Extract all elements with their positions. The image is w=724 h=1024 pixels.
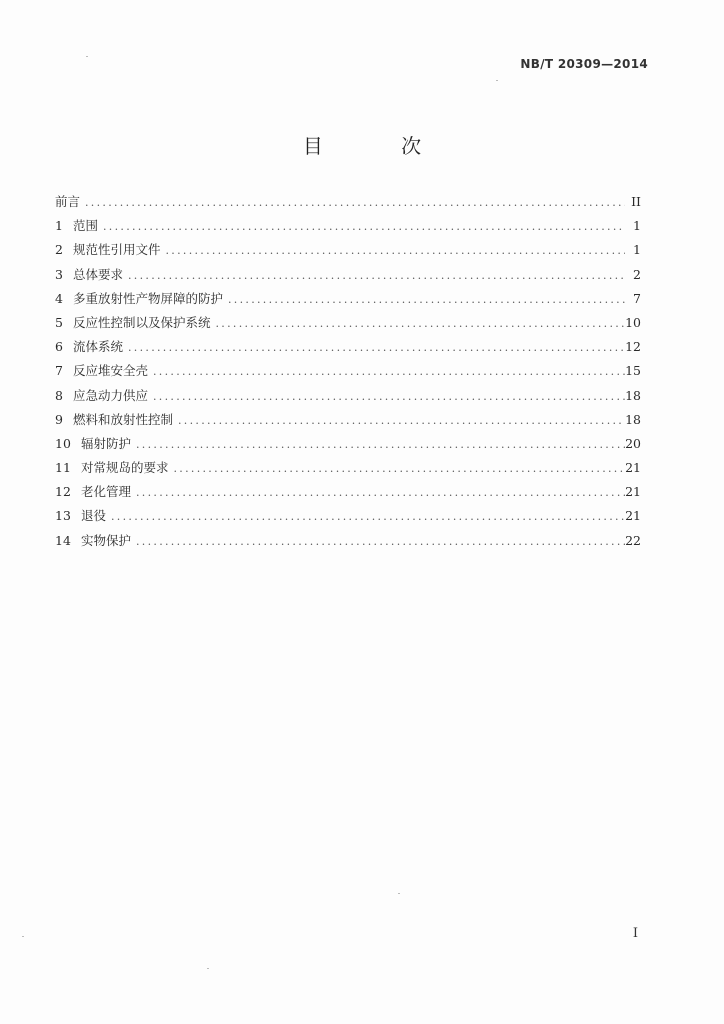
- scan-speck: [22, 936, 24, 937]
- scan-speck: [86, 56, 88, 57]
- toc-leader-dots: [133, 532, 625, 552]
- toc-entry[interactable]: [55, 458, 641, 482]
- toc-entry-page: 21: [625, 484, 641, 500]
- toc-entry-title: 反应性控制以及保护系统: [73, 314, 211, 330]
- toc-leader-dots: [133, 435, 625, 455]
- toc-leader-dots: [213, 314, 625, 334]
- toc-leader-dots: [175, 411, 625, 431]
- toc-entry[interactable]: [55, 240, 641, 264]
- toc-entry-page: 21: [625, 460, 641, 476]
- toc-leader-dots: [225, 290, 625, 310]
- toc-entry-number: 9: [55, 411, 63, 427]
- toc-entry-number: 3: [55, 266, 63, 282]
- toc-entry[interactable]: [55, 386, 641, 410]
- toc-entry-title: 退役: [81, 508, 107, 524]
- toc-entry-number: 8: [55, 387, 63, 403]
- toc-entry-page: 10: [625, 314, 641, 330]
- scan-speck: [496, 80, 498, 81]
- toc-leader-dots: [150, 362, 625, 382]
- toc-entry-title: 反应堆安全壳: [73, 363, 149, 379]
- toc-leader-dots: [125, 338, 625, 358]
- toc-entry-title: 应急动力供应: [73, 387, 149, 403]
- toc-entry-title: 范围: [73, 218, 99, 234]
- toc-entry-number: 4: [55, 290, 63, 306]
- toc-entry-title: 流体系统: [73, 339, 124, 355]
- toc-leader-dots: [125, 266, 625, 286]
- toc-entry-page: 20: [625, 435, 641, 451]
- toc-entry-title: 多重放射性产物屏障的防护: [73, 290, 224, 306]
- toc-entry-page: 1: [633, 218, 641, 234]
- toc-entry-page: 12: [625, 339, 641, 355]
- toc-entry[interactable]: [55, 361, 641, 385]
- toc-entry[interactable]: [55, 434, 641, 458]
- toc-entry-number: 12: [55, 484, 71, 500]
- toc-entry-page: 18: [625, 387, 641, 403]
- toc-entry[interactable]: [55, 313, 641, 337]
- toc-entry-page: 7: [633, 290, 641, 306]
- toc-entry-page: 21: [625, 508, 641, 524]
- toc-entry-title: 对常规岛的要求: [81, 460, 169, 476]
- toc-leader-dots: [171, 459, 625, 479]
- toc-entry[interactable]: [55, 482, 641, 506]
- toc-list: [55, 192, 641, 555]
- toc-entry-number: 7: [55, 363, 63, 379]
- toc-entry-page: 18: [625, 411, 641, 427]
- toc-entry-page: II: [631, 194, 641, 209]
- toc-leader-dots: [82, 193, 625, 213]
- scan-speck: [398, 893, 400, 894]
- toc-leader-dots: [100, 217, 625, 237]
- toc-heading: 目 次: [302, 134, 458, 158]
- toc-entry[interactable]: [55, 410, 641, 434]
- toc-entry-title: 总体要求: [73, 266, 124, 282]
- toc-leader-dots: [150, 387, 625, 407]
- toc-entry-title: 实物保护: [81, 532, 132, 548]
- toc-entry-number: 10: [55, 435, 71, 451]
- toc-entry[interactable]: [55, 289, 641, 313]
- toc-entry-page: 15: [625, 363, 641, 379]
- toc-entry-title: 前言: [55, 194, 81, 209]
- document-code: NB/T 20309—2014: [520, 57, 648, 71]
- toc-entry[interactable]: [55, 531, 641, 555]
- toc-entry[interactable]: [55, 337, 641, 361]
- toc-leader-dots: [133, 483, 625, 503]
- toc-entry[interactable]: [55, 265, 641, 289]
- toc-entry-number: 11: [55, 460, 71, 476]
- page-number: I: [632, 926, 638, 941]
- toc-entry[interactable]: [55, 192, 641, 216]
- toc-entry-number: 14: [55, 532, 71, 548]
- toc-entry-title: 燃料和放射性控制: [73, 411, 174, 427]
- toc-entry-page: 1: [633, 242, 641, 258]
- toc-entry-page: 2: [633, 266, 641, 282]
- toc-leader-dots: [163, 241, 625, 261]
- toc-entry-number: 5: [55, 314, 63, 330]
- toc-entry[interactable]: [55, 506, 641, 530]
- toc-entry[interactable]: [55, 216, 641, 240]
- toc-entry-page: 22: [625, 532, 641, 548]
- toc-entry-number: 1: [55, 218, 63, 234]
- toc-entry-title: 辐射防护: [81, 435, 132, 451]
- scan-speck: [207, 968, 209, 969]
- toc-entry-number: 6: [55, 339, 63, 355]
- toc-entry-number: 2: [55, 242, 63, 258]
- toc-entry-title: 规范性引用文件: [73, 242, 161, 258]
- toc-entry-title: 老化管理: [81, 484, 132, 500]
- toc-leader-dots: [108, 507, 625, 527]
- toc-entry-number: 13: [55, 508, 71, 524]
